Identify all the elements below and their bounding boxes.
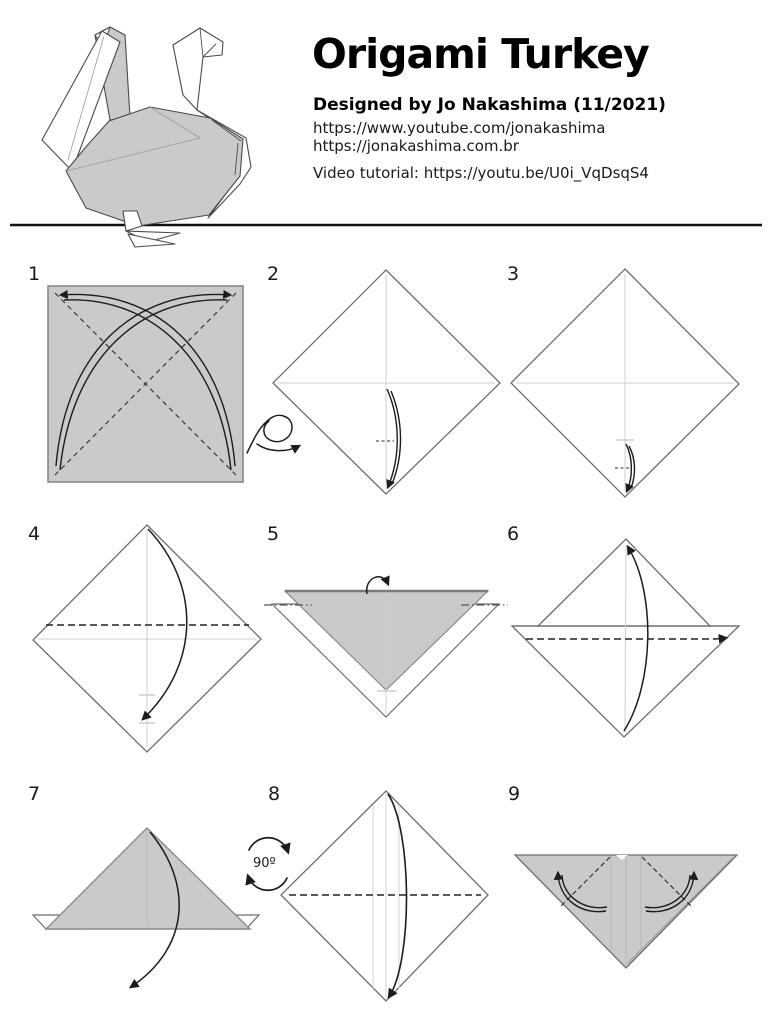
step-5-number: 5 [267,523,280,545]
step-7-diagram [33,828,259,987]
step-1-diagram [48,286,243,482]
step-2-number: 2 [267,263,280,285]
rotate-90-label: 90º [253,856,276,871]
designer-byline: Designed by Jo Nakashima (11/2021) [313,95,666,115]
step-3-number: 3 [507,263,520,285]
step-8-diagram [281,791,488,1001]
turn-over-symbol [247,415,299,453]
step-2-diagram [273,270,500,494]
step-1-number: 1 [28,263,41,285]
video-tutorial-link: Video tutorial: https://youtu.be/U0i_VqDsqS4 [313,164,649,182]
step-5-diagram [264,577,508,717]
youtube-link: https://www.youtube.com/jonakashima [313,119,606,137]
step-8-number: 8 [268,783,281,805]
step-7-number: 7 [28,783,41,805]
step-4-diagram [33,525,261,752]
step-6-diagram [512,539,739,737]
page-title: Origami Turkey [312,30,649,78]
step-9-number: 9 [508,783,521,805]
step-6-number: 6 [507,523,520,545]
step-3-diagram [511,269,739,497]
website-link: https://jonakashima.com.br [313,137,519,155]
rotate-90-symbol [248,838,288,891]
step-4-number: 4 [28,523,41,545]
origami-turkey-illustration [42,27,251,247]
step-9-diagram [515,855,737,968]
